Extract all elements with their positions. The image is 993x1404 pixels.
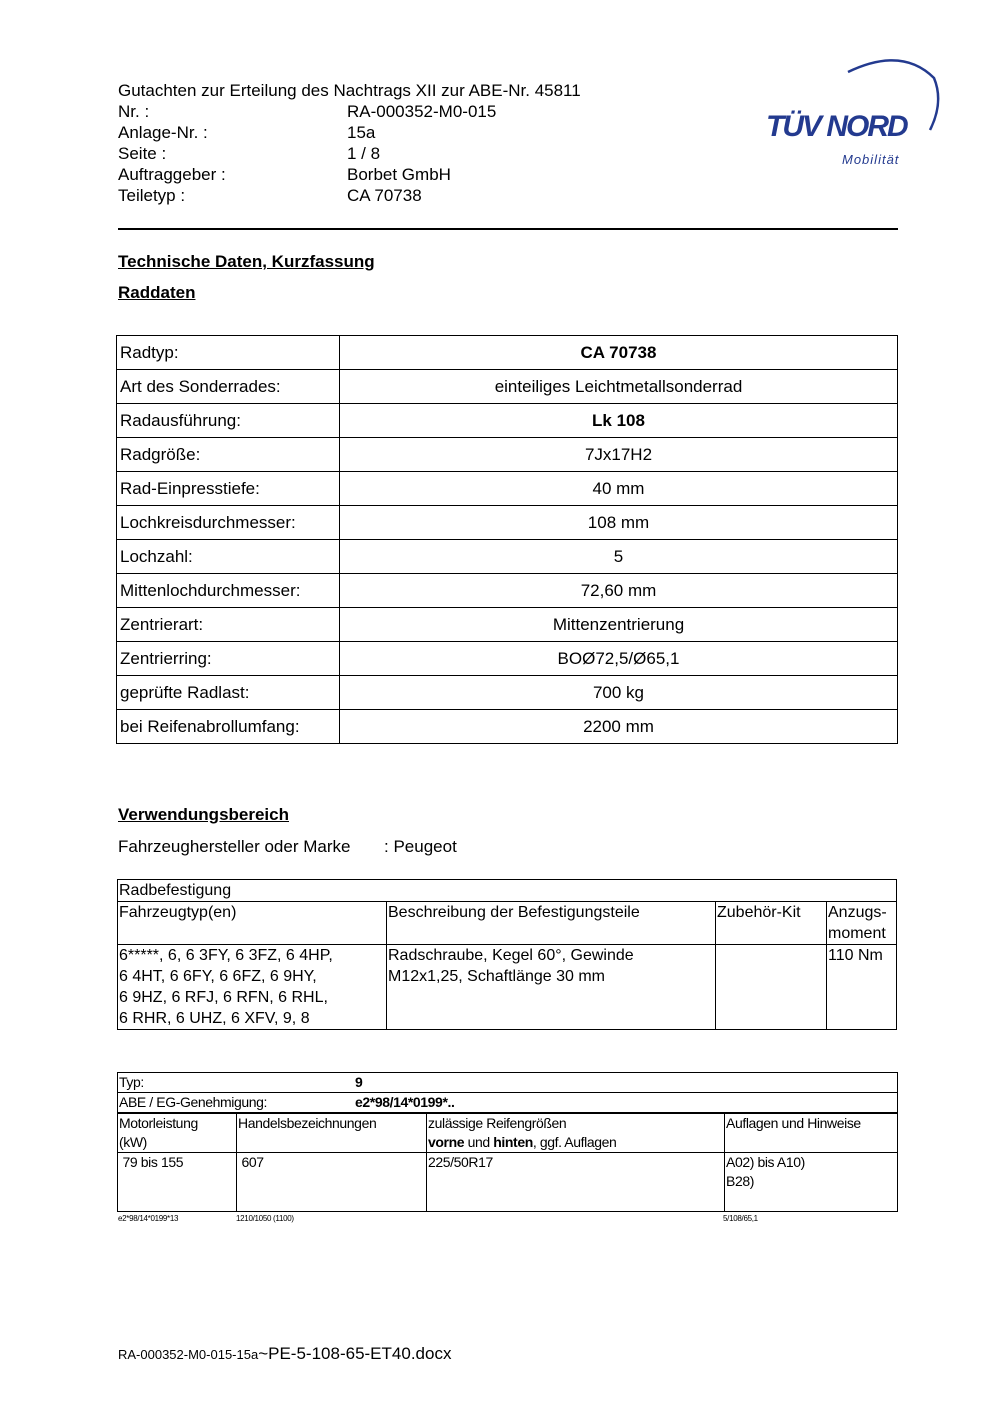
raddaten-label: Zentrierring: [117,642,340,676]
header-motorleistung [118,1113,237,1153]
raddaten-row [117,506,898,540]
reifen-cell: 225/50R17 [427,1153,725,1212]
typ-label: Typ: [119,1074,144,1090]
header-beschreibung: Beschreibung der Befestigungsteile [387,902,716,945]
marke-value: Peugeot [393,837,457,856]
raddaten-value: 108 mm [340,506,898,540]
typ-row [118,1073,898,1093]
tuv-nord-logo-mark [762,58,942,178]
auflagen-line: B28) [726,1173,754,1189]
raddaten-label: Radausführung: [117,404,340,438]
header-label: Nr. : [118,102,150,121]
header-value: RA-000352-M0-015 [347,102,497,121]
header-value: 15a [347,123,376,142]
beschreibung-line: M12x1,25, Schaftlänge 30 mm [388,968,606,985]
raddaten-value: 5 [340,540,898,574]
header-divider [118,228,898,230]
raddaten-label: Mittenlochdurchmesser: [117,574,340,608]
raddaten-row [117,472,898,506]
footer-doc-id: RA-000352-M0-015-15a [118,1347,259,1362]
footer-filename: ~PE-5-108-65-ET40.docx [258,1344,452,1363]
document-title: Gutachten zur Erteilung des Nachtrags XII zur ABE-Nr. 45811 [118,81,581,100]
header-label: Anlage-Nr. : [118,123,208,142]
raddaten-row [117,404,898,438]
auflagen-line: A02) bis A10) [726,1154,805,1170]
raddaten-row [117,336,898,370]
header-auflagen: Auflagen und Hinweise [725,1113,898,1153]
marke-label: Fahrzeughersteller oder Marke [118,837,351,856]
auflagen-cell [725,1153,898,1212]
marke-colon: : Peugeot [384,837,457,856]
fahrzeugtypen-line: 6 4HT, 6 6FY, 6 6FZ, 6 9HY, [119,968,317,985]
header-motorleistung-line2: (kW) [119,1134,147,1150]
header-label: Auftraggeber : [118,165,226,184]
raddaten-value: BOØ72,5/Ø65,1 [340,642,898,676]
section-heading-verwendungsbereich: Verwendungsbereich [118,805,289,824]
raddaten-row [117,370,898,404]
raddaten-row [117,608,898,642]
raddaten-label: geprüfte Radlast: [117,676,340,710]
raddaten-row [117,574,898,608]
fahrzeugtypen-cell [118,945,387,1030]
radbefestigung-table [117,879,897,1030]
abe-row [118,1093,898,1114]
raddaten-label: Art des Sonderrades: [117,370,340,404]
header-value: CA 70738 [347,186,422,205]
page-footer [118,1344,451,1364]
raddaten-label: bei Reifenabrollumfang: [117,710,340,744]
logo-sub-text: Mobilität [842,152,900,167]
raddaten-label: Lochzahl: [117,540,340,574]
raddaten-label: Lochkreisdurchmesser: [117,506,340,540]
raddaten-label: Radgröße: [117,438,340,472]
raddaten-label: Rad-Einpresstiefe: [117,472,340,506]
header-reifen-line1: zulässige Reifengrößen [428,1115,567,1131]
raddaten-row [117,642,898,676]
header-zubehoer-kit: Zubehör-Kit [716,902,827,945]
header-value: Borbet GmbH [347,165,451,184]
header-handelsbezeichnungen: Handelsbezeichnungen [237,1113,427,1153]
typ-foot-lk: 5/108/65,1 [723,1214,758,1223]
tuv-nord-logo [762,58,942,178]
befestigung-title: Radbefestigung [118,880,897,902]
header-label: Seite : [118,144,167,163]
motorleistung-cell: 79 bis 155 [118,1153,237,1212]
header-fahrzeugtyp: Fahrzeugtyp(en) [118,902,387,945]
raddaten-label: Radtyp: [117,336,340,370]
anzugsmoment-cell: 110 Nm [827,945,897,1030]
header-label: Teiletyp : [118,186,186,205]
typ-foot-approval: e2*98/14*0199*13 [118,1214,179,1223]
raddaten-row [117,540,898,574]
raddaten-value: CA 70738 [340,336,898,370]
typ-cell [118,1073,898,1093]
raddaten-value: Lk 108 [340,404,898,438]
raddaten-table [116,335,898,744]
section-heading-raddaten: Raddaten [118,283,196,302]
befestigung-title-row [118,880,897,902]
fahrzeugtypen-line: 6 RHR, 6 UHZ, 6 XFV, 9, 8 [119,1010,310,1027]
typ-data-row [118,1153,898,1212]
fahrzeugtypen-line: 6*****, 6, 6 3FY, 6 3FZ, 6 4HP, [119,947,333,964]
header-reifen-line2: vorne und hinten, ggf. Auflagen [428,1134,617,1150]
abe-label: ABE / EG-Genehmigung: [119,1094,268,1110]
section-heading-technische-daten: Technische Daten, Kurzfassung [118,252,375,271]
befestigung-header-row [118,902,897,945]
abe-cell [118,1093,898,1114]
raddaten-value: 72,60 mm [340,574,898,608]
typ-table [117,1072,898,1212]
header-reifengroessen [427,1113,725,1153]
raddaten-row [117,438,898,472]
typ-header-row [118,1113,898,1153]
beschreibung-cell [387,945,716,1030]
raddaten-row [117,676,898,710]
beschreibung-line: Radschraube, Kegel 60°, Gewinde [388,947,634,964]
raddaten-label: Zentrierart: [117,608,340,642]
raddaten-value: 40 mm [340,472,898,506]
header-motorleistung-line1: Motorleistung [119,1115,198,1131]
header-anzugsmoment-line2: moment [828,925,886,942]
raddaten-value: einteiliges Leichtmetallsonderrad [340,370,898,404]
fahrzeugtypen-line: 6 9HZ, 6 RFJ, 6 RFN, 6 RHL, [119,989,328,1006]
typ-value: 9 [355,1074,363,1090]
zubehoer-kit-cell [716,945,827,1030]
raddaten-value: 2200 mm [340,710,898,744]
handelsbezeichnung-cell: 607 [237,1153,427,1212]
raddaten-value: Mittenzentrierung [340,608,898,642]
raddaten-row [117,710,898,744]
raddaten-value: 700 kg [340,676,898,710]
raddaten-value: 7Jx17H2 [340,438,898,472]
header-anzugsmoment-line1: Anzugs- [828,904,887,921]
header-value: 1 / 8 [347,144,381,163]
logo-brand-text: TÜV NORD [766,110,907,143]
fahrzeughersteller-line [118,837,457,857]
abe-value: e2*98/14*0199*.. [355,1094,455,1110]
befestigung-data-row [118,945,897,1030]
typ-foot-weights: 1210/1050 (1100) [236,1214,294,1223]
header-anzugsmoment [827,902,897,945]
